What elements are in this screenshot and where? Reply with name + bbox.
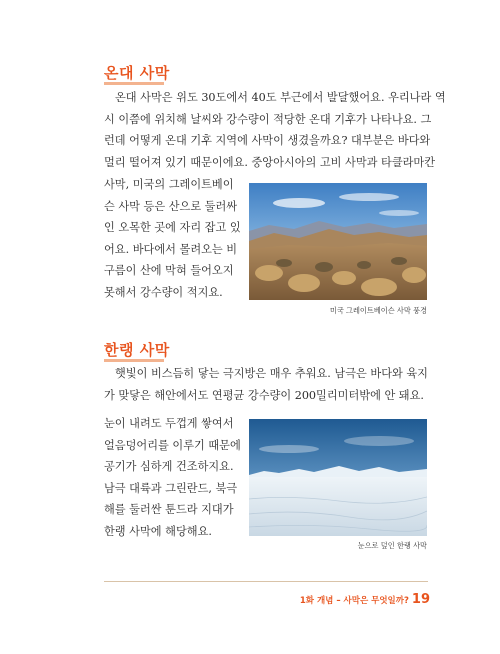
text-line: 남극 대륙과 그린란드, 북극	[104, 481, 238, 495]
cold-desert-photo	[249, 419, 427, 536]
text-line: 시 이쯤에 위치해 날씨와 강수량이 적당한 온대 기후가 나타나요. 그	[104, 112, 432, 126]
text-line: 한랭 사막에 해당해요.	[104, 524, 212, 538]
page-number: 19	[411, 592, 430, 607]
section1-side-text	[104, 174, 244, 304]
text-line: 얼음덩어리를 이루기 때문에	[104, 438, 241, 452]
photo-caption: 미국 그레이트베이슨 사막 풍경	[329, 306, 427, 315]
text-line: 런데 어떻게 온대 기후 지역에 사막이 생겼을까요? 대부분은 바다와	[104, 134, 431, 148]
chapter-title: 1화 개념 – 사막은 무엇일까?	[299, 596, 409, 606]
footer-rule	[104, 581, 428, 582]
great-basin-desert-photo	[249, 183, 427, 300]
section2-side-text	[104, 413, 244, 543]
text-line: 눈이 내려도 두껍게 쌓여서	[104, 417, 234, 430]
text-line: 햇빛이 비스듬히 닿는 극지방은 매우 추워요. 남극은 바다와 육지	[115, 367, 428, 380]
text-line: 슨 사막 등은 산으로 둘러싸	[104, 199, 238, 213]
section1-paragraph	[104, 87, 446, 173]
text-line: 해를 둘러싼 툰드라 지대가	[104, 503, 234, 517]
heading-underline	[104, 359, 164, 362]
heading-underline	[104, 82, 164, 85]
text-line: 온대 사막은 위도 30도에서 40도 부근에서 발달했어요. 우리나라 역	[115, 91, 446, 104]
text-line: 어요. 바다에서 몰려오는 비	[104, 242, 238, 256]
section-heading-temperate-desert: 온대 사막	[104, 64, 170, 82]
page-footer	[300, 592, 430, 607]
photo-caption: 눈으로 덮인 한랭 사막	[357, 541, 427, 550]
text-line: 멀리 떨어져 있기 때문이에요. 중앙아시아의 고비 사막과 타클라마칸	[104, 155, 436, 169]
text-line: 구름이 산에 막혀 들어오지	[104, 264, 234, 278]
text-line: 사막, 미국의 그레이트베이	[104, 178, 234, 191]
text-line: 인 오목한 곳에 자리 잡고 있	[104, 221, 241, 235]
text-line: 가 맞닿은 해안에서도 연평균 강수량이 200밀리미터밖에 안 돼요.	[104, 388, 424, 402]
section-heading-cold-desert: 한랭 사막	[104, 341, 170, 359]
text-line: 공기가 심하게 건조하지요.	[104, 460, 234, 474]
section2-paragraph	[104, 363, 430, 406]
text-line: 못해서 강수량이 적지요.	[104, 285, 223, 299]
